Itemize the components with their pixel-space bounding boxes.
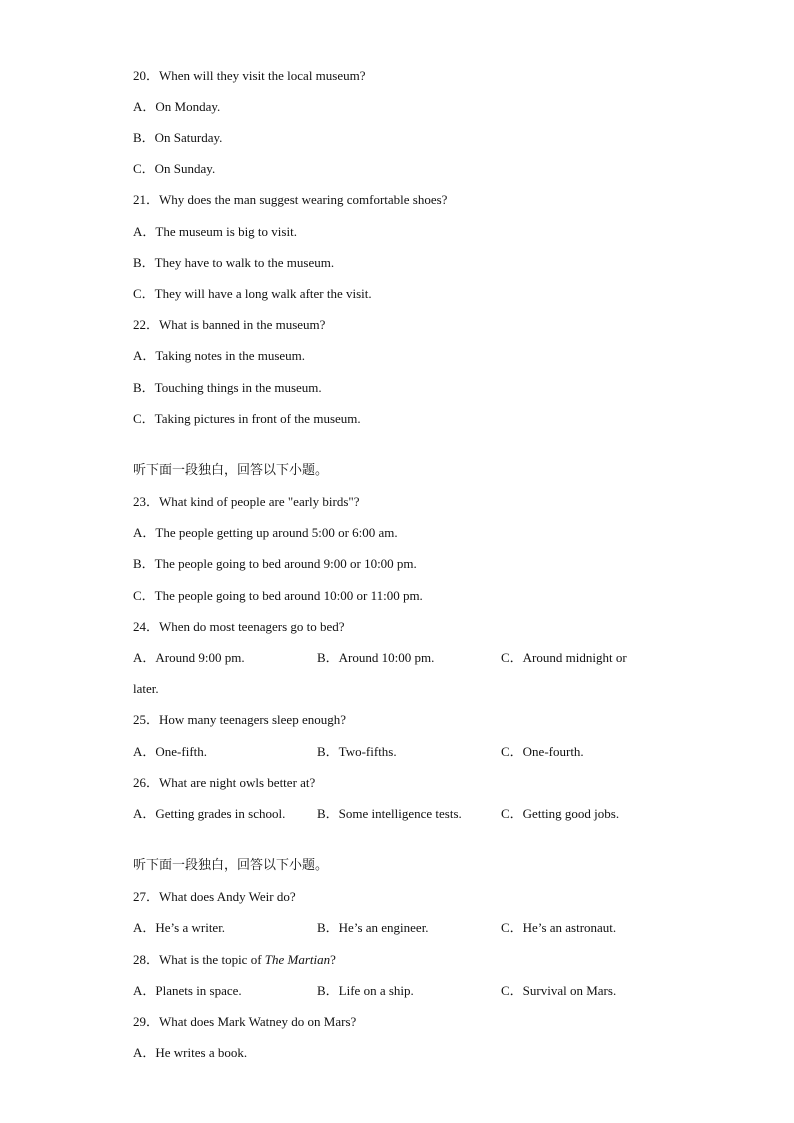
question-23-option-c: C．The people going to bed around 10:00 or 11:00 pm. (133, 588, 423, 603)
question-20-stem: 20．When will they visit the local museum? (133, 68, 366, 83)
question-22-option-a: A．Taking notes in the museum. (133, 348, 306, 363)
question-26-option-a: A．Getting grades in school. (133, 806, 286, 821)
question-28-stem-suffix: ? (330, 952, 336, 967)
book-title: The Martian (264, 952, 331, 967)
section-heading: 听下面一段独白，回答以下小题。 (133, 858, 329, 873)
question-21-option-a: A．The museum is big to visit. (133, 224, 297, 239)
question-22-option-b: B．Touching things in the museum. (133, 380, 322, 395)
question-24-stem: 24．When do most teenagers go to bed? (133, 619, 345, 634)
question-28-stem (133, 952, 336, 968)
question-26-stem: 26．What are night owls better at? (133, 775, 316, 790)
question-24-option-a: A．Around 9:00 pm. (133, 650, 245, 665)
question-20-option-b: B．On Saturday. (133, 130, 223, 145)
question-25-option-b: B．Two-fifths. (317, 744, 397, 759)
question-26-option-b: B．Some intelligence tests. (317, 806, 462, 821)
question-28-option-c: C．Survival on Mars. (501, 983, 617, 998)
question-27-stem: 27．What does Andy Weir do? (133, 889, 296, 904)
question-28-option-b: B．Life on a ship. (317, 983, 414, 998)
question-21-option-b: B．They have to walk to the museum. (133, 255, 335, 270)
question-25-option-a: A．One-fifth. (133, 744, 208, 759)
question-21-option-c: C．They will have a long walk after the visit. (133, 286, 372, 301)
question-24-option-c: C．Around midnight or (501, 650, 627, 665)
question-28-option-a: A．Planets in space. (133, 983, 242, 998)
question-21-stem: 21．Why does the man suggest wearing comfortable shoes? (133, 192, 448, 207)
question-23-option-a: A．The people getting up around 5:00 or 6:00 am. (133, 525, 398, 540)
question-26-option-c: C．Getting good jobs. (501, 806, 620, 821)
question-24-option-c-continued: later. (133, 681, 159, 696)
question-27-option-a: A．He’s a writer. (133, 920, 226, 935)
question-27-option-b: B．He’s an engineer. (317, 920, 429, 935)
question-29-stem: 29．What does Mark Watney do on Mars? (133, 1014, 357, 1029)
question-29-option-a: A．He writes a book. (133, 1045, 248, 1060)
question-22-stem: 22．What is banned in the museum? (133, 317, 326, 332)
question-22-option-c: C．Taking pictures in front of the museum. (133, 411, 361, 426)
question-27-option-c: C．He’s an astronaut. (501, 920, 617, 935)
question-25-stem: 25．How many teenagers sleep enough? (133, 712, 346, 727)
question-23-stem: 23．What kind of people are "early birds"? (133, 494, 360, 509)
question-25-option-c: C．One-fourth. (501, 744, 584, 759)
question-23-option-b: B．The people going to bed around 9:00 or 10:00 pm. (133, 556, 417, 571)
question-20-option-c: C．On Sunday. (133, 161, 216, 176)
question-24-option-b: B．Around 10:00 pm. (317, 650, 435, 665)
question-28-stem-prefix: 28．What is the topic of (133, 952, 265, 967)
question-20-option-a: A．On Monday. (133, 99, 221, 114)
section-heading: 听下面一段独白，回答以下小题。 (133, 463, 329, 478)
